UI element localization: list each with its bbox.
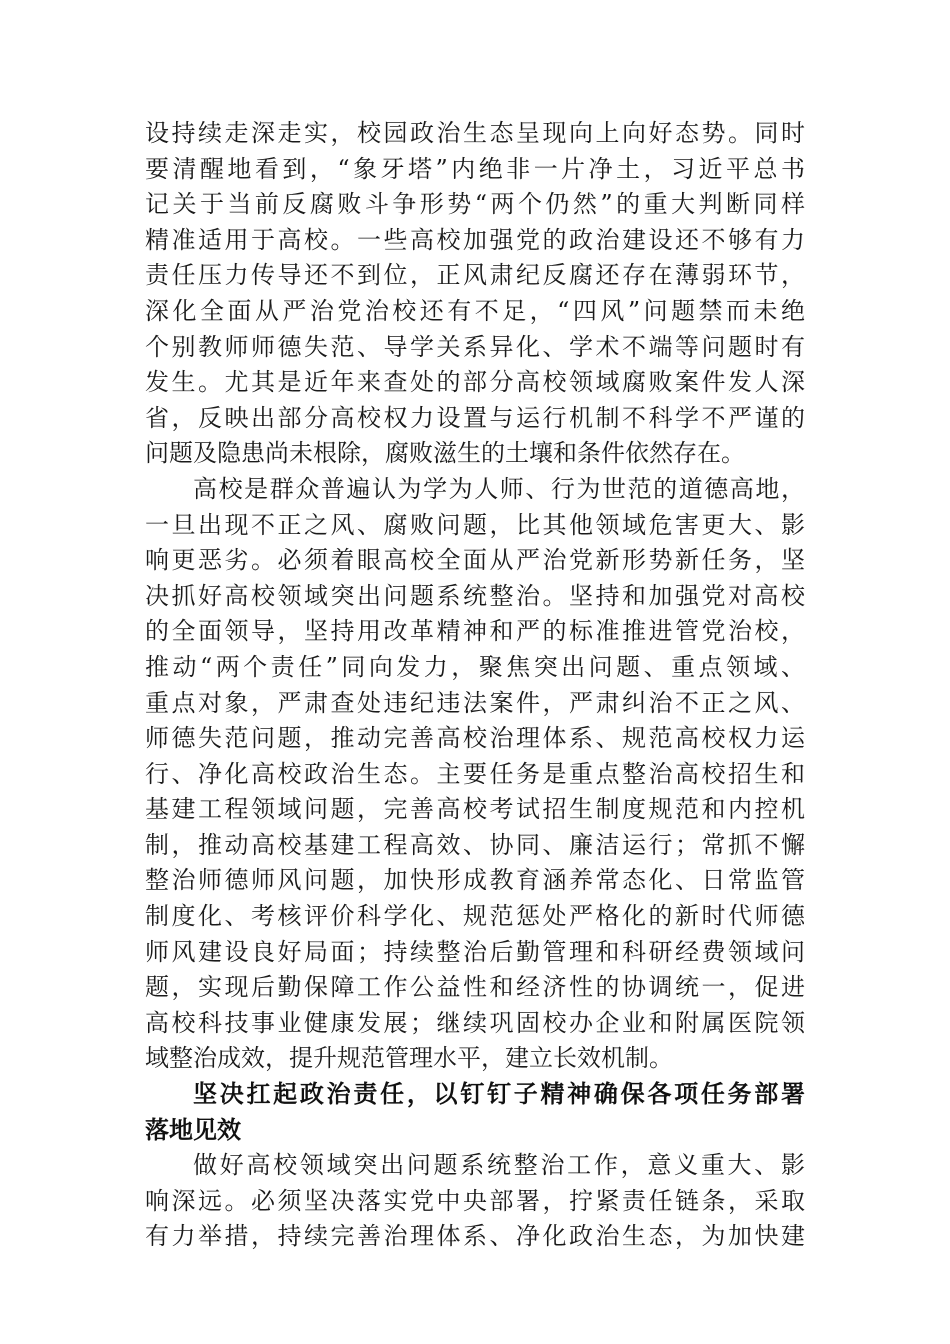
text-line: 高校是群众普遍认为学为人师、行为世范的道德高地，	[193, 474, 805, 503]
text-line: 推动“两个责任”同向发力，聚焦突出问题、重点领域、	[145, 652, 805, 681]
text-line: 问题及隐患尚未根除，腐败滋生的土壤和条件依然存在。	[145, 439, 745, 468]
text-line: 师风建设良好局面；持续整治后勤管理和科研经费领域问	[145, 937, 805, 966]
text-line: 设持续走深走实，校园政治生态呈现向上向好态势。同时	[145, 119, 805, 147]
text-line: 域整治成效，提升规范管理水平，建立长效机制。	[145, 1044, 673, 1073]
text-line: 深化全面从严治党治校还有不足，“四风”问题禁而未绝	[145, 296, 805, 325]
document-page	[145, 116, 805, 1255]
text-line: 响更恶劣。必须着眼高校全面从严治党新形势新任务，坚	[145, 546, 805, 575]
text-line: 要清醒地看到，“象牙塔”内绝非一片净土，习近平总书	[145, 154, 805, 183]
paragraph-2	[145, 472, 805, 1077]
text-line: 基建工程领域问题，完善高校考试招生制度规范和内控机	[145, 795, 805, 824]
text-line: 决抓好高校领域突出问题系统整治。坚持和加强党对高校	[145, 581, 805, 610]
text-line: 题，实现后勤保障工作公益性和经济性的协调统一，促进	[145, 973, 805, 1002]
text-line: 有力举措，持续完善治理体系、净化政治生态，为加快建	[145, 1222, 805, 1251]
text-line: 高校科技事业健康发展；继续巩固校办企业和附属医院领	[145, 1008, 805, 1037]
paragraph-1	[145, 116, 805, 472]
heading-line: 坚决扛起政治责任，以钉钉子精神确保各项任务部署	[193, 1080, 805, 1109]
text-line: 师德失范问题，推动完善高校治理体系、规范高校权力运	[145, 724, 805, 753]
text-line: 发生。尤其是近年来查处的部分高校领域腐败案件发人深	[145, 368, 805, 397]
text-line: 做好高校领域突出问题系统整治工作，意义重大、影	[193, 1151, 805, 1180]
text-line: 的全面领导，坚持用改革精神和严的标准推进管党治校，	[145, 617, 805, 646]
text-line: 一旦出现不正之风、腐败问题，比其他领域危害更大、影	[145, 510, 805, 539]
text-line: 行、净化高校政治生态。主要任务是重点整治高校招生和	[145, 759, 805, 788]
text-line: 精准适用于高校。一些高校加强党的政治建设还不够有力	[145, 225, 805, 254]
text-line: 整治师德师风问题，加快形成教育涵养常态化、日常监管	[145, 866, 805, 895]
text-line: 重点对象，严肃查处违纪违法案件，严肃纠治不正之风、	[145, 688, 805, 717]
heading-line: 落地见效	[145, 1115, 241, 1144]
text-line: 省，反映出部分高校权力设置与运行机制不科学不严谨的	[145, 403, 805, 432]
text-line: 响深远。必须坚决落实党中央部署，拧紧责任链条，采取	[145, 1186, 805, 1215]
text-line: 个别教师师德失范、导学关系异化、学术不端等问题时有	[145, 332, 805, 361]
text-line: 制，推动高校基建工程高效、协同、廉洁运行；常抓不懈	[145, 830, 805, 859]
text-line: 制度化、考核评价科学化、规范惩处严格化的新时代师德	[145, 902, 805, 931]
paragraph-3	[145, 1148, 805, 1255]
section-heading	[145, 1077, 805, 1148]
text-line: 责任压力传导还不到位，正风肃纪反腐还存在薄弱环节，	[145, 261, 805, 290]
text-line: 记关于当前反腐败斗争形势“两个仍然”的重大判断同样	[145, 190, 805, 219]
